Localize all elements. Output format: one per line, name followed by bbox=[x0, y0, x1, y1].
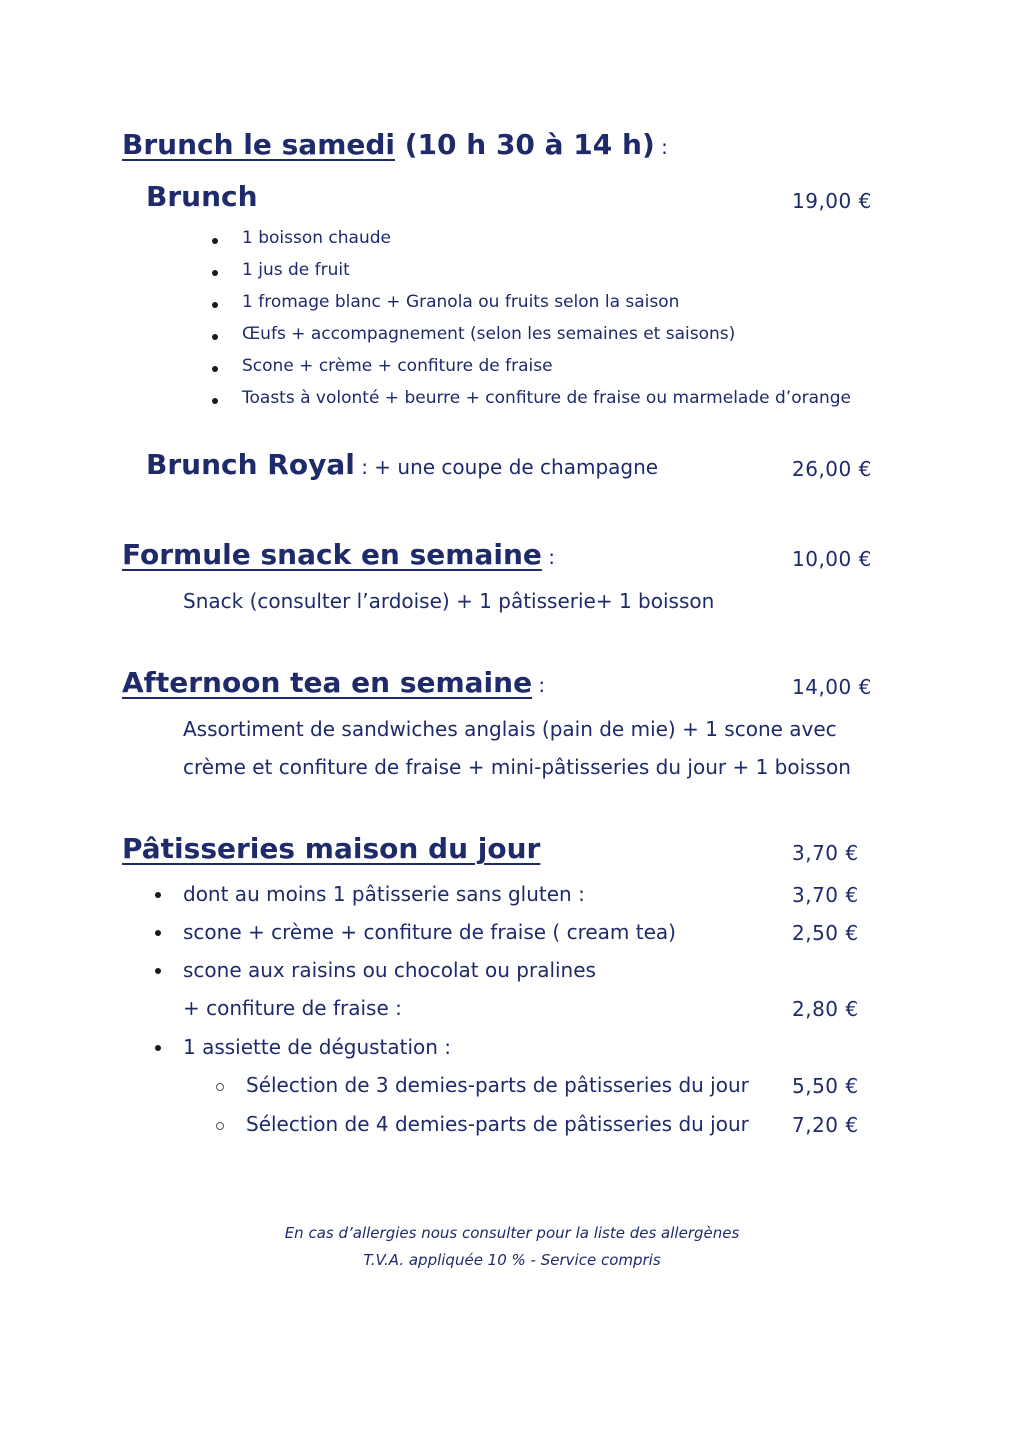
brunch-hours: (10 h 30 à 14 h) bbox=[395, 128, 655, 161]
circle-bullet-icon bbox=[216, 1083, 224, 1091]
raisins-label-line2: + confiture de fraise : bbox=[183, 996, 402, 1020]
brunch-item-name: Brunch bbox=[146, 180, 258, 213]
bullet-icon bbox=[212, 398, 218, 404]
list-item: Scone + crème + confiture de fraise bbox=[242, 356, 553, 376]
gluten-free-price: 3,70 € bbox=[792, 883, 859, 907]
tasting3-label: Sélection de 3 demies-parts de pâtisseries du jour bbox=[246, 1073, 749, 1097]
brunch-royal-desc: : + une coupe de champagne bbox=[354, 455, 659, 479]
snack-heading bbox=[122, 538, 555, 571]
brunch-heading-title: Brunch le samedi bbox=[122, 128, 395, 161]
bullet-icon bbox=[155, 930, 161, 936]
tea-price: 14,00 € bbox=[792, 675, 872, 699]
brunch-price: 19,00 € bbox=[792, 189, 872, 213]
brunch-royal bbox=[146, 448, 658, 481]
tasting-label: 1 assiette de dégustation : bbox=[183, 1035, 452, 1059]
bullet-icon bbox=[155, 892, 161, 898]
bullet-icon bbox=[155, 968, 161, 974]
snack-price: 10,00 € bbox=[792, 547, 872, 571]
pastries-price: 3,70 € bbox=[792, 841, 859, 865]
footer-allergies: En cas d’allergies nous consulter pour la liste des allergènes bbox=[284, 1224, 740, 1242]
snack-colon: : bbox=[541, 545, 555, 569]
raisins-price: 2,80 € bbox=[792, 997, 859, 1021]
bullet-icon bbox=[212, 238, 218, 244]
cream-tea-price: 2,50 € bbox=[792, 921, 859, 945]
circle-bullet-icon bbox=[216, 1122, 224, 1130]
bullet-icon bbox=[155, 1045, 161, 1051]
tasting3-price: 5,50 € bbox=[792, 1074, 859, 1098]
brunch-heading bbox=[122, 128, 668, 161]
brunch-royal-price: 26,00 € bbox=[792, 457, 872, 481]
bullet-icon bbox=[212, 366, 218, 372]
tea-heading-title: Afternoon tea en semaine bbox=[122, 666, 533, 699]
pastries-heading-title: Pâtisseries maison du jour bbox=[122, 832, 541, 865]
gluten-free-label: dont au moins 1 pâtisserie sans gluten : bbox=[183, 882, 585, 906]
snack-heading-title: Formule snack en semaine bbox=[122, 538, 542, 571]
bullet-icon bbox=[212, 270, 218, 276]
brunch-royal-name: Brunch Royal bbox=[146, 448, 355, 481]
list-item: 1 jus de fruit bbox=[242, 260, 350, 280]
tea-desc-line2: crème et confiture de fraise + mini-pâtisseries du jour + 1 boisson bbox=[183, 755, 851, 779]
snack-desc: Snack (consulter l’ardoise) + 1 pâtisserie+ 1 boisson bbox=[183, 589, 715, 613]
tasting4-label: Sélection de 4 demies-parts de pâtisseries du jour bbox=[246, 1112, 749, 1136]
list-item: 1 fromage blanc + Granola ou fruits selon la saison bbox=[242, 292, 680, 312]
pastries-heading bbox=[122, 832, 540, 865]
brunch-colon: : bbox=[654, 135, 668, 159]
raisins-label-line1: scone aux raisins ou chocolat ou pralines bbox=[183, 958, 596, 982]
footer-vat: T.V.A. appliquée 10 % - Service compris bbox=[363, 1251, 661, 1269]
cream-tea-label: scone + crème + confiture de fraise ( cream tea) bbox=[183, 920, 676, 944]
list-item: Toasts à volonté + beurre + confiture de fraise ou marmelade d’orange bbox=[242, 388, 852, 408]
bullet-icon bbox=[212, 302, 218, 308]
list-item: 1 boisson chaude bbox=[242, 228, 391, 248]
tea-desc-line1: Assortiment de sandwiches anglais (pain de mie) + 1 scone avec bbox=[183, 717, 837, 741]
list-item: Œufs + accompagnement (selon les semaines et saisons) bbox=[242, 324, 736, 344]
bullet-icon bbox=[212, 334, 218, 340]
tea-colon: : bbox=[532, 673, 546, 697]
tasting4-price: 7,20 € bbox=[792, 1113, 859, 1137]
tea-heading bbox=[122, 666, 545, 699]
